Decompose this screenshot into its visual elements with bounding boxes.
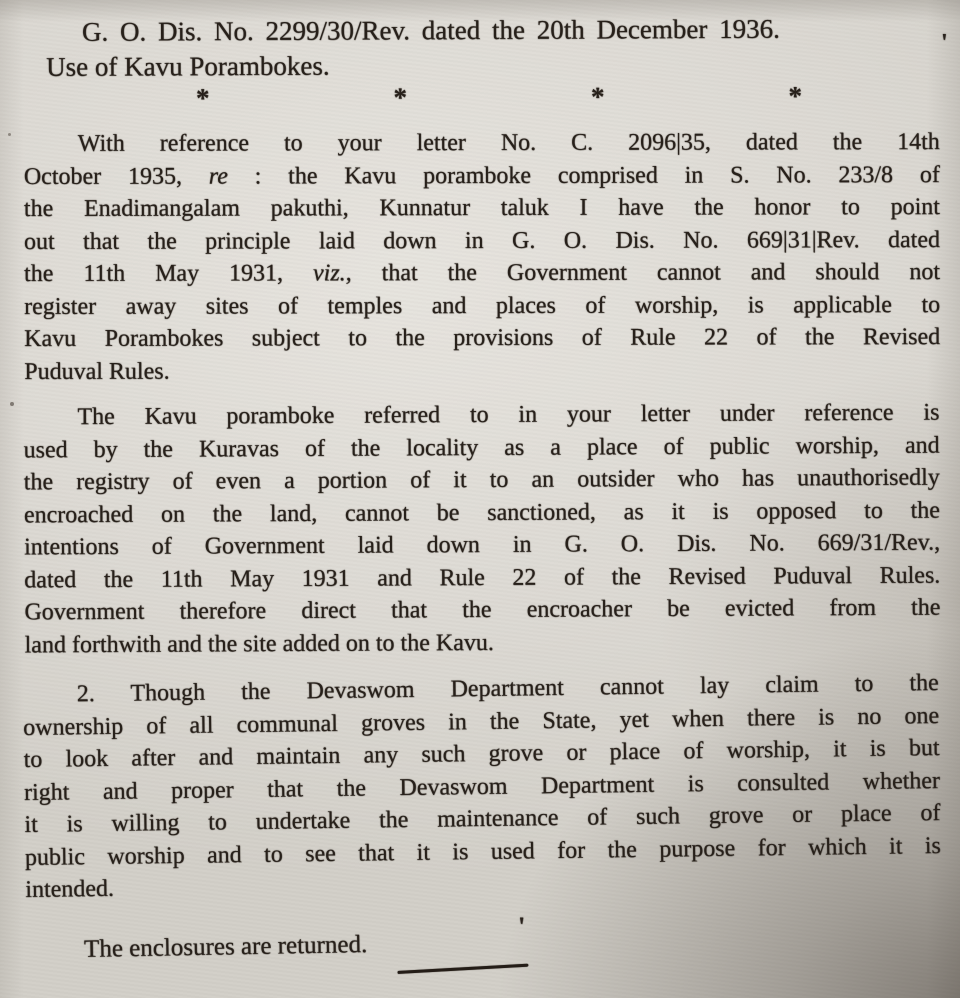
document-header [0,0,960,85]
text-segment: right and proper that the Devaswom Department is consulted whether [23,767,941,806]
text-line [24,289,940,323]
paragraph-1 [0,126,960,388]
italic-text-segment: viz., [312,260,352,287]
ink-speck [8,133,11,136]
text-segment: Kavu Porambokes subject to the provisions of Rule 22 of the Revised [24,324,941,352]
text-segment: the Enadimangalam pakuthi, Kunnatur taluk I have the honor to point [23,194,940,222]
text-line [24,354,940,388]
text-line [24,256,940,290]
text-line [24,159,940,193]
text-line [24,527,940,564]
text-line [24,592,940,629]
paragraph-3 [0,667,960,907]
text-line [24,191,940,225]
text-line [24,224,940,258]
closing-line [0,917,960,968]
text-segment: used by the Kuravas of the locality as a place of public worship, and [23,432,940,463]
text-segment: the registry of even a portion of it to an outsider who has unauthorisedly [23,464,940,496]
text-segment: public worship and to see that it is used for the purpose for which it is [24,832,941,871]
asterisk-icon: * [393,82,408,113]
end-rule [397,963,528,973]
text-segment: Puduval Rules. [24,358,170,385]
text-segment: intended. [25,875,115,903]
text-line [24,462,940,499]
text-line [24,559,940,596]
ink-speck: ' [941,30,948,56]
text-segment: to look after and maintain any such grove or place of worship, it is but [23,734,940,773]
text-segment: intentions of Government laid down in G. O. Dis. No. 669/31/Rev., [24,529,941,561]
text-segment: dated the 11th May 1931 and Rule 22 of the Revised Puduval Rules. [24,562,941,593]
text-segment: out that the principle laid down in G. O. Dis. No. 669|31|Rev. dated [23,226,940,255]
text-segment: ownership of all communal groves in the State, yet when there is no one [23,702,940,741]
asterisk-icon: * [195,82,210,113]
paragraph-2 [0,396,960,661]
go-number-line: G. O. Dis. No. 2299/30/Rev. dated the 20th December 1936. [81,13,780,47]
document-subject-line: Use of Kavu Porambokes. [46,50,330,82]
asterisk-separator [0,81,960,111]
text-line [24,321,940,355]
text-line [25,624,941,661]
italic-text-segment: re [208,163,228,190]
asterisk-icon: * [590,81,605,112]
text-segment: With reference to your letter No. C. 2096|35, dated the 14th [77,129,940,157]
text-segment: encroached on the land, cannot be sanctioned, as it is opposed to the [23,497,940,528]
text-segment: Government therefore direct that the encroacher be evicted from the [24,594,941,626]
text-segment: the 11th May 1931, [24,260,314,287]
text-segment: The Kavu poramboke referred to in your letter under reference is [77,399,940,431]
text-segment: land forthwith and the site added on to the Kavu. [24,629,494,658]
text-line [23,397,939,434]
text-segment: : the Kavu poramboke comprised in S. No. 233/8 of [227,161,940,190]
text-segment: register away sites of temples and places of worship, is applicable to [24,291,941,320]
closing-text: The enclosures are returned. [83,930,368,963]
ink-speck: ' [518,912,526,941]
text-line [23,429,939,466]
text-line [24,126,940,160]
text-segment: it is willing to undertake the maintenance of such grove or place of [24,799,941,838]
text-segment: October 1935, [23,163,209,190]
asterisk-icon: * [788,80,803,111]
ink-speck [10,402,14,406]
text-line [24,494,940,531]
text-segment: that the Government cannot and should not [351,259,941,287]
text-segment: 2. Though the Devaswom Department cannot lay claim to the [76,669,939,708]
